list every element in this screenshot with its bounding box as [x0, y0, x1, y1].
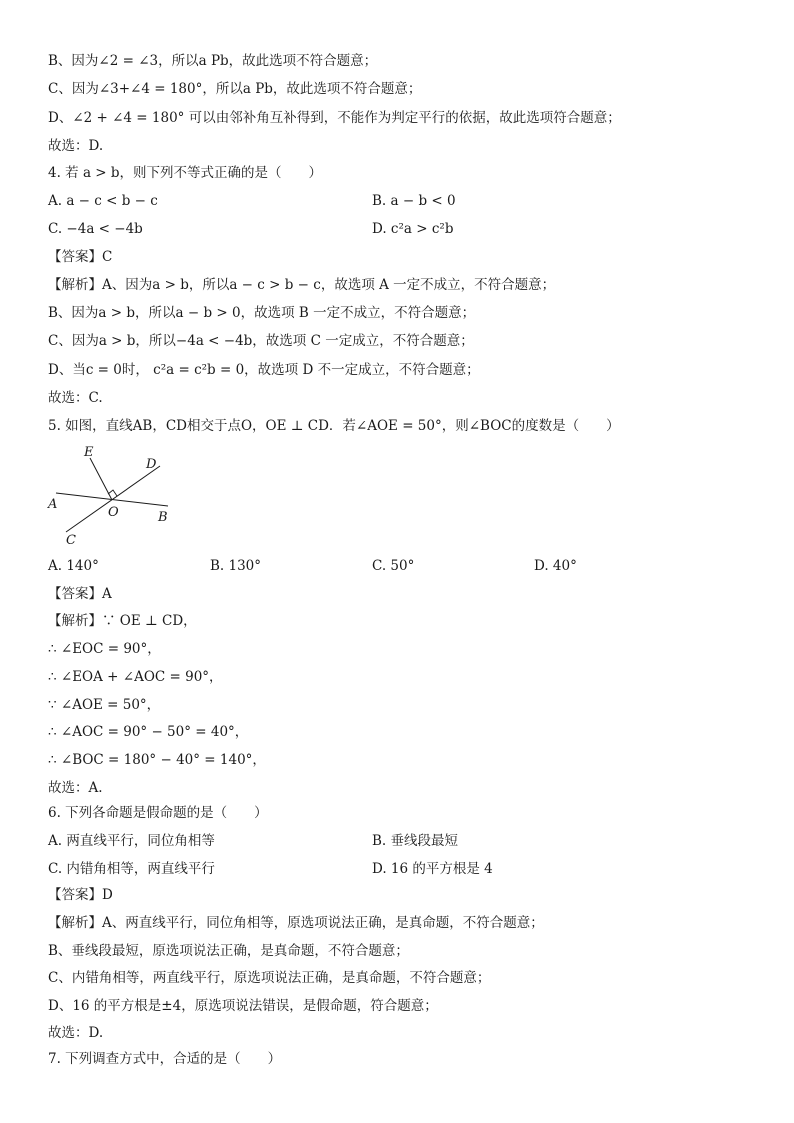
text-line: 【解析】∵ OE ⊥ CD，: [48, 613, 197, 629]
option-b: B. a − b < 0: [372, 193, 456, 209]
answer-label: 【答案】C: [48, 249, 113, 265]
option-d: D. c²a > c²b: [372, 221, 454, 237]
text-line: 故选：C.: [48, 390, 103, 406]
option-a: A. 140°: [48, 558, 99, 574]
intersecting-lines-figure: [44, 440, 184, 548]
text-line: C、因为a > b，所以−4a < −4b，故选项 C 一定成立，不符合题意；: [48, 333, 474, 349]
text-line: B、垂线段最短，原选项说法正确，是真命题，不符合题意；: [48, 943, 409, 959]
text-line: 【解析】A、因为a > b，所以a − c > b − c，故选项 A 一定不成立，不符合题意；: [48, 277, 556, 293]
text-line: B、因为a > b，所以a − b > 0，故选项 B 一定不成立，不符合题意；: [48, 305, 476, 321]
question-7-stem: 7. 下列调查方式中，合适的是（ ）: [48, 1051, 282, 1067]
option-a: A. 两直线平行，同位角相等: [48, 833, 215, 849]
label-b: B: [158, 510, 168, 525]
option-c: C. 内错角相等，两直线平行: [48, 861, 215, 877]
question-4-stem: 4. 若 a > b，则下列不等式正确的是（ ）: [48, 165, 323, 181]
option-b: B. 130°: [210, 558, 262, 574]
text-line: ∵ ∠AOE = 50°，: [48, 697, 161, 713]
answer-label: 【答案】A: [48, 586, 112, 602]
question-5-stem: 5. 如图，直线AB，CD相交于点O，OE ⊥ CD．若∠AOE = 50°，则∠BOC的度数是（ ）: [48, 418, 620, 434]
option-c: C. 50°: [372, 558, 415, 574]
text-line: 故选：D.: [48, 138, 104, 154]
option-a: A. a − c < b − c: [48, 193, 158, 209]
text-line: D、当c = 0时， c²a = c²b = 0，故选项 D 不一定成立，不符合题意；: [48, 362, 480, 378]
text-line: 【解析】A、两直线平行，同位角相等，原选项说法正确，是真命题，不符合题意；: [48, 915, 544, 931]
label-a: A: [48, 497, 58, 512]
label-c: C: [66, 533, 76, 548]
option-d: D. 16 的平方根是 4: [372, 861, 493, 877]
text-line: D、16 的平方根是±4，原选项说法错误，是假命题，符合题意；: [48, 998, 438, 1014]
option-c: C. −4a < −4b: [48, 221, 143, 237]
text-line: D、∠2 + ∠4 = 180° 可以由邻补角互补得到，不能作为判定平行的依据，故此选项符合题意；: [48, 110, 621, 126]
text-line: C、内错角相等，两直线平行，原选项说法正确，是真命题，不符合题意；: [48, 970, 491, 986]
text-line: 故选：D.: [48, 1025, 104, 1041]
question-6-stem: 6. 下列各命题是假命题的是（ ）: [48, 805, 268, 821]
text-line: ∴ ∠EOA + ∠AOC = 90°，: [48, 669, 223, 685]
text-line: C、因为∠3+∠4 = 180°，所以a Pb，故此选项不符合题意；: [48, 81, 422, 97]
option-b: B. 垂线段最短: [372, 833, 459, 849]
text-line: ∴ ∠AOC = 90° − 50° = 40°，: [48, 724, 249, 740]
label-o: O: [108, 505, 119, 520]
option-d: D. 40°: [534, 558, 577, 574]
line-cd: [66, 466, 160, 532]
text-line: ∴ ∠EOC = 90°，: [48, 641, 161, 657]
label-d: D: [146, 457, 157, 472]
answer-label: 【答案】D: [48, 887, 113, 903]
text-line: ∴ ∠BOC = 180° − 40° = 140°，: [48, 752, 266, 768]
text-line: 故选：A.: [48, 780, 103, 796]
label-e: E: [84, 445, 94, 460]
text-line: B、因为∠2 = ∠3，所以a Pb，故此选项不符合题意；: [48, 53, 378, 69]
